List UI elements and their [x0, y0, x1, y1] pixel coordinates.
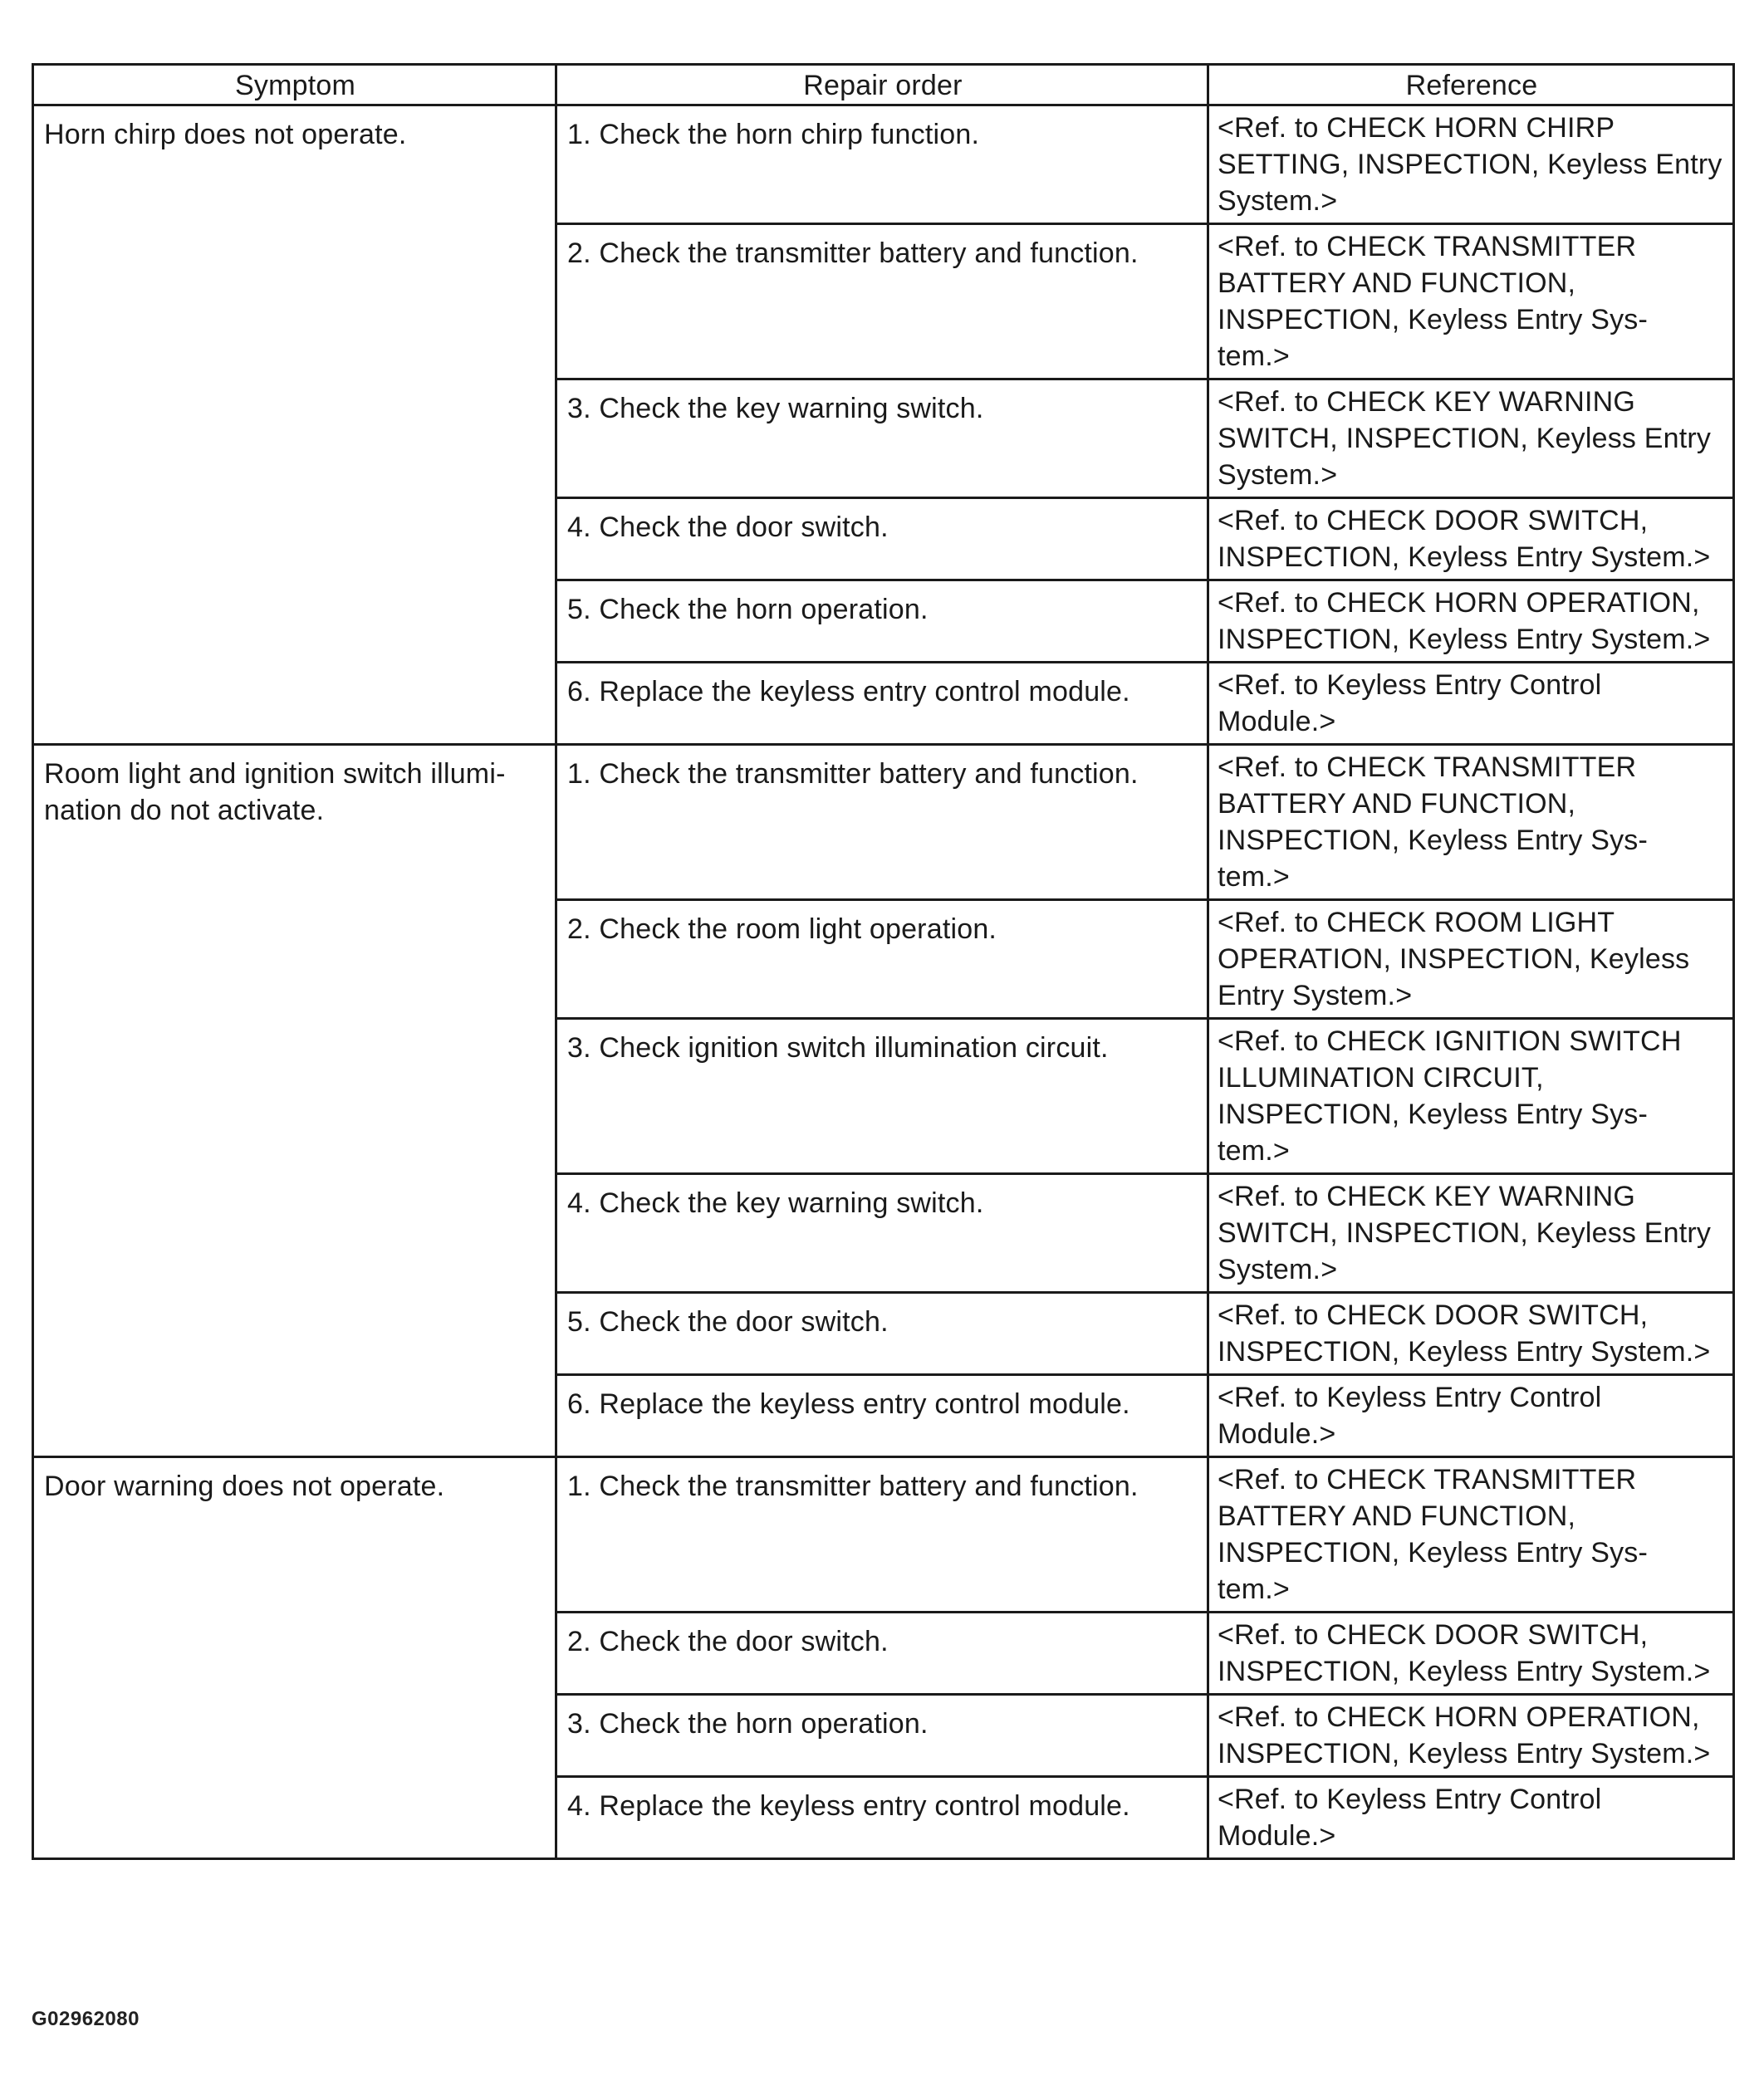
table-row	[33, 745, 1734, 900]
repair-order-cell: 3. Check the key warning switch.	[556, 379, 1208, 498]
reference-cell: <Ref. to CHECK TRANSMITTER BATTERY AND FUNCTION, INSPECTION, Keyless Entry Sys- tem.>	[1208, 224, 1734, 379]
repair-order-cell: 2. Check the door switch.	[556, 1613, 1208, 1695]
reference-cell: <Ref. to CHECK DOOR SWITCH, INSPECTION, Keyless Entry System.>	[1208, 498, 1734, 580]
repair-order-cell: 1. Check the transmitter battery and function.	[556, 745, 1208, 900]
reference-cell: <Ref. to CHECK HORN CHIRP SETTING, INSPECTION, Keyless Entry System.>	[1208, 105, 1734, 224]
repair-order-cell: 2. Check the transmitter battery and function.	[556, 224, 1208, 379]
repair-order-cell: 3. Check ignition switch illumination circuit.	[556, 1019, 1208, 1174]
reference-cell: <Ref. to CHECK DOOR SWITCH, INSPECTION, Keyless Entry System.>	[1208, 1293, 1734, 1375]
repair-order-cell: 4. Check the key warning switch.	[556, 1174, 1208, 1293]
repair-order-cell: 4. Replace the keyless entry control module.	[556, 1777, 1208, 1859]
reference-cell: <Ref. to CHECK IGNITION SWITCH ILLUMINATION CIRCUIT, INSPECTION, Keyless Entry Sys- tem.>	[1208, 1019, 1734, 1174]
table-row	[33, 105, 1734, 224]
table-header-row	[33, 65, 1734, 105]
repair-order-cell: 3. Check the horn operation.	[556, 1695, 1208, 1777]
reference-cell: <Ref. to CHECK HORN OPERATION, INSPECTION, Keyless Entry System.>	[1208, 1695, 1734, 1777]
table-body	[33, 105, 1734, 1859]
diagnostic-table-container	[32, 63, 1732, 1860]
reference-cell: <Ref. to CHECK KEY WARNING SWITCH, INSPECTION, Keyless Entry System.>	[1208, 379, 1734, 498]
repair-order-cell: 4. Check the door switch.	[556, 498, 1208, 580]
reference-cell: <Ref. to Keyless Entry Control Module.>	[1208, 1777, 1734, 1859]
symptom-cell: Room light and ignition switch illumi- nation do not activate.	[33, 745, 556, 1457]
reference-cell: <Ref. to CHECK ROOM LIGHT OPERATION, INSPECTION, Keyless Entry System.>	[1208, 900, 1734, 1019]
diagnostic-table	[32, 63, 1735, 1860]
reference-cell: <Ref. to CHECK DOOR SWITCH, INSPECTION, Keyless Entry System.>	[1208, 1613, 1734, 1695]
symptom-cell: Door warning does not operate.	[33, 1457, 556, 1859]
reference-cell: <Ref. to CHECK HORN OPERATION, INSPECTION, Keyless Entry System.>	[1208, 580, 1734, 663]
reference-cell: <Ref. to CHECK TRANSMITTER BATTERY AND FUNCTION, INSPECTION, Keyless Entry Sys- tem.>	[1208, 745, 1734, 900]
header-symptom: Symptom	[33, 65, 556, 105]
repair-order-cell: 1. Check the horn chirp function.	[556, 105, 1208, 224]
repair-order-cell: 5. Check the horn operation.	[556, 580, 1208, 663]
repair-order-cell: 6. Replace the keyless entry control module.	[556, 663, 1208, 745]
figure-id: G02962080	[32, 2008, 140, 2030]
header-reference: Reference	[1208, 65, 1734, 105]
header-repair-order: Repair order	[556, 65, 1208, 105]
repair-order-cell: 1. Check the transmitter battery and function.	[556, 1457, 1208, 1613]
symptom-cell: Horn chirp does not operate.	[33, 105, 556, 745]
reference-cell: <Ref. to CHECK KEY WARNING SWITCH, INSPECTION, Keyless Entry System.>	[1208, 1174, 1734, 1293]
repair-order-cell: 5. Check the door switch.	[556, 1293, 1208, 1375]
reference-cell: <Ref. to Keyless Entry Control Module.>	[1208, 663, 1734, 745]
repair-order-cell: 2. Check the room light operation.	[556, 900, 1208, 1019]
reference-cell: <Ref. to Keyless Entry Control Module.>	[1208, 1375, 1734, 1457]
reference-cell: <Ref. to CHECK TRANSMITTER BATTERY AND FUNCTION, INSPECTION, Keyless Entry Sys- tem.>	[1208, 1457, 1734, 1613]
repair-order-cell: 6. Replace the keyless entry control module.	[556, 1375, 1208, 1457]
table-row	[33, 1457, 1734, 1613]
